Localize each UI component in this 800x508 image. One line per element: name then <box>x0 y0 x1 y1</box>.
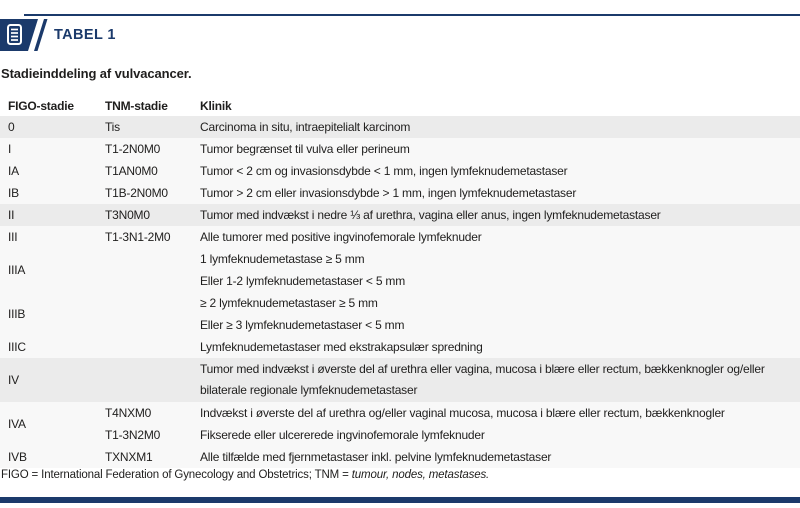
bottom-rule <box>0 497 800 503</box>
column-header-figo: FIGO-stadie <box>8 98 74 113</box>
klinik-cell: Tumor begrænset til vulva eller perineum <box>200 142 410 156</box>
tnm-cell <box>105 358 200 402</box>
footnote-italic: tumour, nodes, metastases. <box>351 469 490 481</box>
klinik-cell: Alle tilfælde med fjernmetastaser inkl. pelvine lymfeknudemetastaser <box>200 450 552 464</box>
table-row <box>0 138 800 160</box>
table-row <box>0 248 800 292</box>
column-header-klinik: Klinik <box>200 98 232 113</box>
figo-cell: II <box>8 208 15 222</box>
figo-cell: IA <box>8 164 19 178</box>
tnm-cell: T1-3N1-2M0 <box>105 230 171 244</box>
footnote <box>1 469 489 481</box>
klinik-cell: Tumor med indvækst i nedre ⅓ af urethra, vagina eller anus, ingen lymfeknudemetastaser <box>200 208 661 222</box>
tnm-cell: T1B-2N0M0 <box>105 186 168 200</box>
tnm-cell: T1AN0M0 <box>105 164 158 178</box>
table-row <box>0 402 800 446</box>
table-title: Stadieinddeling af vulvacancer. <box>1 66 192 81</box>
tnm-cell: T3N0M0 <box>105 208 150 222</box>
staging-table <box>0 95 800 468</box>
footnote-text: FIGO = International Federation of Gynecology and Obstetrics; TNM = <box>1 469 352 481</box>
figo-cell: IB <box>8 186 19 200</box>
top-rule <box>24 14 800 16</box>
table-row <box>0 292 800 336</box>
column-header-tnm: TNM-stadie <box>105 98 168 113</box>
tnm-cell: T4NXM0 T1-3N2M0 <box>105 406 161 442</box>
figo-cell: IVB <box>8 450 27 464</box>
figo-cell: III <box>8 230 18 244</box>
figo-cell: 0 <box>8 120 15 134</box>
tnm-cell <box>105 336 200 358</box>
figo-cell: IVA <box>8 417 26 431</box>
klinik-cell: Indvækst i øverste del af urethra og/eller vaginal mucosa, mucosa i blære eller rectum, bækkenknogler Fikserede eller ulcererede ingvinofemorale lymfeknuder <box>200 406 725 442</box>
table-row <box>0 116 800 138</box>
table-header-row <box>0 95 800 116</box>
table-row <box>0 446 800 468</box>
tnm-cell: T1-2N0M0 <box>105 142 161 156</box>
table-row <box>0 358 800 402</box>
klinik-cell: Alle tumorer med positive ingvinofemorale lymfeknuder <box>200 230 482 244</box>
figo-cell: IV <box>8 373 19 387</box>
figo-cell: IIIC <box>8 340 26 354</box>
table-row <box>0 182 800 204</box>
table-badge <box>0 19 50 51</box>
table-row <box>0 336 800 358</box>
klinik-cell: Tumor med indvækst i øverste del af urethra eller vagina, mucosa i blære eller rectum, bækkenknogler og/eller bilaterale regionale lymfeknudemetastaser <box>200 362 765 397</box>
tnm-cell: Tis <box>105 120 120 134</box>
klinik-cell: Lymfeknudemetastaser med ekstrakapsulær spredning <box>200 340 483 354</box>
klinik-cell: Tumor < 2 cm og invasionsdybde < 1 mm, ingen lymfeknudemetastaser <box>200 164 568 178</box>
table-row <box>0 204 800 226</box>
tnm-cell <box>105 248 200 292</box>
table-row <box>0 226 800 248</box>
klinik-cell: Carcinoma in situ, intraepitelialt karcinom <box>200 120 411 134</box>
klinik-cell: 1 lymfeknudemetastase ≥ 5 mm Eller 1-2 lymfeknudemetastaser < 5 mm <box>200 252 406 288</box>
figo-cell: I <box>8 142 12 156</box>
figo-cell: IIIA <box>8 263 26 277</box>
tnm-cell: TXNXM1 <box>105 450 153 464</box>
table-badge-label: TABEL 1 <box>54 27 116 43</box>
document-list-icon <box>0 19 50 51</box>
klinik-cell: ≥ 2 lymfeknudemetastaser ≥ 5 mm Eller ≥ 3 lymfeknudemetastaser < 5 mm <box>200 296 405 332</box>
table-row <box>0 160 800 182</box>
klinik-cell: Tumor > 2 cm eller invasionsdybde > 1 mm, ingen lymfeknudemetastaser <box>200 186 577 200</box>
figo-cell: IIIB <box>8 307 26 321</box>
tnm-cell <box>105 292 200 336</box>
